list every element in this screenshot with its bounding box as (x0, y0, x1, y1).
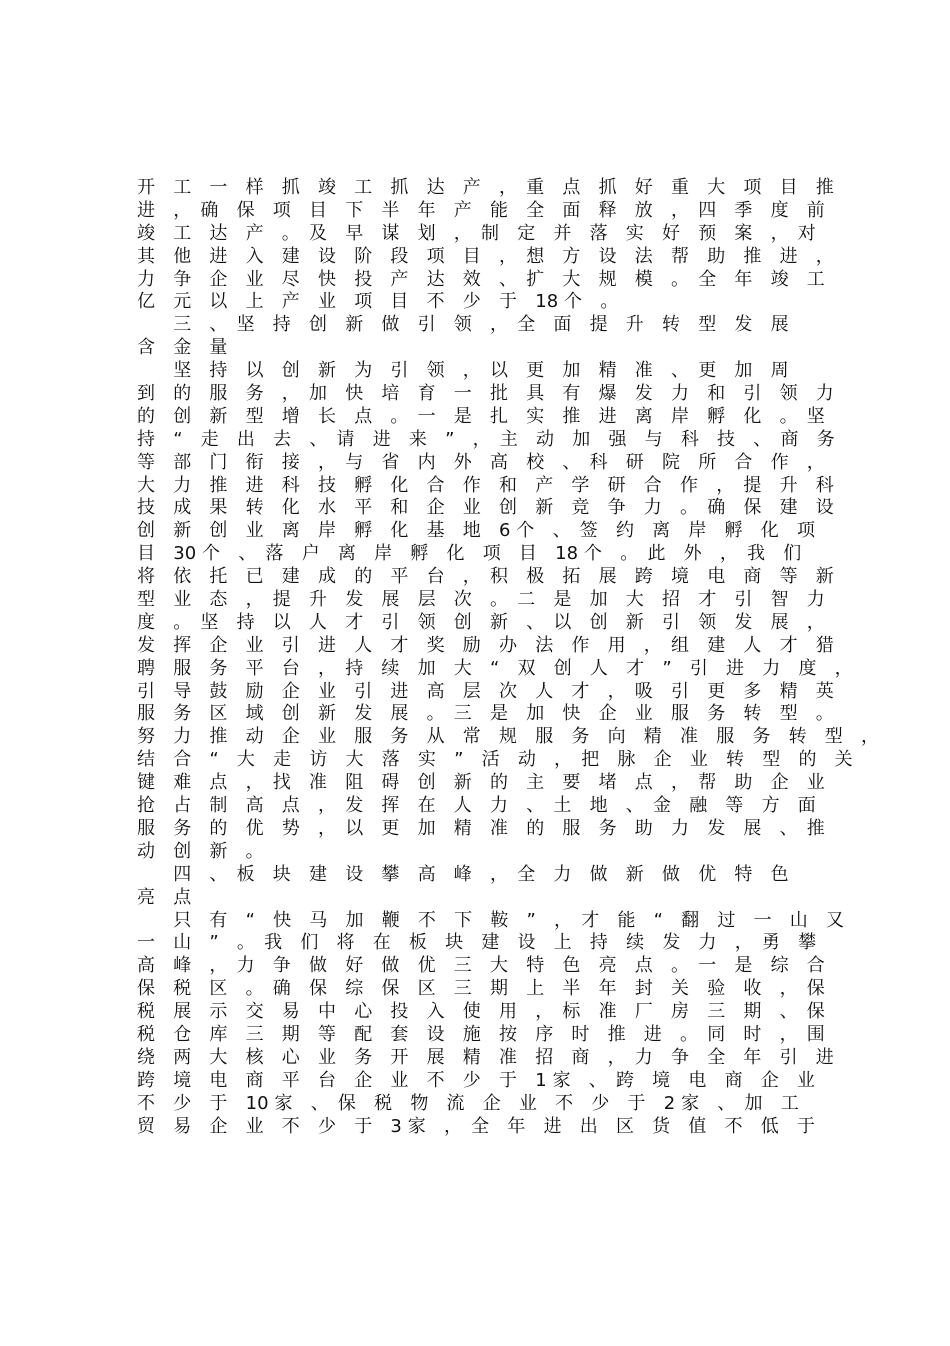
text-line-34: 一 山 ” 。 我 们 将 在 板 块 建 设 上 持 续 发 力 ， 勇 攀 (137, 932, 817, 954)
text-line-3: 竣 工 达 产 。 及 早 谋 划 ， 制 定 并 落 实 好 预 案 ， 对 (137, 222, 816, 244)
text-line-4: 其 他 进 入 建 设 阶 段 项 目 ， 想 方 设 法 帮 助 推 进 ， (137, 245, 834, 267)
text-line-20: 度 。 坚 持 以 人 才 引 领 创 新 、 以 创 新 引 领 发 展 ， (137, 611, 825, 633)
text-line-39: 绕 两 大 核 心 业 务 开 展 精 准 招 商 ， 力 争 全 年 引 进 (137, 1046, 834, 1068)
text-line-21: 发 挥 企 业 引 进 人 才 奖 励 办 法 作 用 ， 组 建 人 才 猎 (137, 634, 834, 656)
text-line-1: 开 工 一 样 抓 竣 工 抓 达 产 ， 重 点 抓 好 重 大 项 目 推 (137, 177, 834, 198)
text-line-28: 抢 占 制 高 点 ， 发 挥 在 人 力 、 土 地 、 金 融 等 方 面 (137, 795, 816, 817)
text-line-42: 贸 易 企 业 不 少 于 3 家 ， 全 年 进 出 区 货 值 不 低 于 (137, 1115, 816, 1137)
text-line-13: 等 部 门 衔 接 ， 与 省 内 外 高 校 、 科 研 院 所 合 作 ， (137, 451, 825, 473)
text-line-33: 只 有 “ 快 马 加 鞭 不 下 鞍 ” ， 才 能 “ 翻 过 一 山 又 (137, 909, 845, 931)
text-line-9: 坚 持 以 创 新 为 引 领 ， 以 更 加 精 准 、 更 加 周 (137, 360, 789, 382)
text-line-25: 努 力 推 动 企 业 服 务 从 常 规 服 务 向 精 准 服 务 转 型 ， (137, 726, 880, 748)
text-line-22: 聘 服 务 平 台 ， 持 续 加 大 “ 双 创 人 才 ” 引 进 力 度 ， (137, 657, 853, 679)
text-line-12: 持 “ 走 出 去 、 请 进 来 ” ， 主 动 加 强 与 科 技 、 商 务 (137, 428, 835, 450)
text-line-19: 型 业 态 ， 提 升 发 展 层 次 。 二 是 加 大 招 才 引 智 力 (137, 589, 825, 611)
section-heading-three-cont: 含 金 量 (137, 337, 228, 359)
section-heading-four-cont: 亮 点 (137, 886, 192, 908)
text-line-2: 进 ， 确 保 项 目 下 半 年 产 能 全 面 释 放 ， 四 季 度 前 (137, 199, 825, 221)
text-line-16: 创 新 创 业 离 岸 孵 化 基 地 6 个 、 签 约 离 岸 孵 化 项 (137, 520, 816, 542)
body-text (137, 177, 880, 1138)
text-line-38: 税 仓 库 三 期 等 配 套 设 施 按 序 时 推 进 。 同 时 ， 围 (137, 1023, 825, 1045)
section-heading-four: 四 、 板 块 建 设 攀 高 峰 ， 全 力 做 新 做 优 特 色 (137, 863, 789, 885)
text-line-40: 跨 境 电 商 平 台 企 业 不 少 于 1 家 、 跨 境 电 商 企 业 (137, 1069, 816, 1091)
text-line-26: 结 合 “ 大 走 访 大 落 实 ” 活 动 ， 把 脉 企 业 转 型 的 关 (137, 749, 853, 771)
text-line-24: 服 务 区 域 创 新 发 展 。 三 是 加 快 企 业 服 务 转 型 。 (137, 703, 834, 725)
text-line-10: 到 的 服 务 ， 加 快 培 育 一 批 具 有 爆 发 力 和 引 领 力 (137, 383, 834, 405)
text-line-37: 税 展 示 交 易 中 心 投 入 使 用 ， 标 准 厂 房 三 期 、 保 (137, 1001, 825, 1023)
text-line-18: 将 依 托 已 建 成 的 平 台 ， 积 极 拓 展 跨 境 电 商 等 新 (137, 566, 834, 588)
text-line-5: 力 争 企 业 尽 快 投 产 达 效 、 扩 大 规 模 。 全 年 竣 工 (137, 268, 825, 290)
text-line-14: 大 力 推 进 科 技 孵 化 合 作 和 产 学 研 合 作 ， 提 升 科 (137, 474, 834, 496)
text-line-35: 高 峰 ， 力 争 做 好 做 优 三 大 特 色 亮 点 。 一 是 综 合 (137, 955, 825, 977)
text-line-23: 引 导 鼓 励 企 业 引 进 高 层 次 人 才 ， 吸 引 更 多 精 英 (137, 680, 834, 702)
text-line-27: 键 难 点 ， 找 准 阻 碍 创 新 的 主 要 堵 点 ， 帮 助 企 业 (137, 772, 825, 794)
text-line-36: 保 税 区 。 确 保 综 保 区 三 期 上 半 年 封 关 验 收 ， 保 (137, 978, 825, 1000)
text-line-30: 动 创 新 。 (137, 840, 264, 862)
text-line-17: 目 30 个 、 落 户 离 岸 孵 化 项 目 18 个 。 此 外 ， 我 们 (137, 543, 802, 565)
text-line-41: 不 少 于 10 家 、 保 税 物 流 企 业 不 少 于 2 家 、 加 工 (137, 1092, 799, 1114)
text-line-15: 技 成 果 转 化 水 平 和 企 业 创 新 竞 争 力 。 确 保 建 设 (137, 497, 834, 519)
text-line-29: 服 务 的 优 势 ， 以 更 加 精 准 的 服 务 助 力 发 展 、 推 (137, 817, 825, 839)
text-line-11: 的 创 新 型 增 长 点 。 一 是 扎 实 推 进 离 岸 孵 化 。 坚 (137, 405, 825, 427)
text-line-6: 亿 元 以 上 产 业 项 目 不 少 于 18 个 。 (137, 291, 619, 313)
section-heading-three: 三 、 坚 持 创 新 做 引 领 ， 全 面 提 升 转 型 发 展 (137, 314, 789, 336)
